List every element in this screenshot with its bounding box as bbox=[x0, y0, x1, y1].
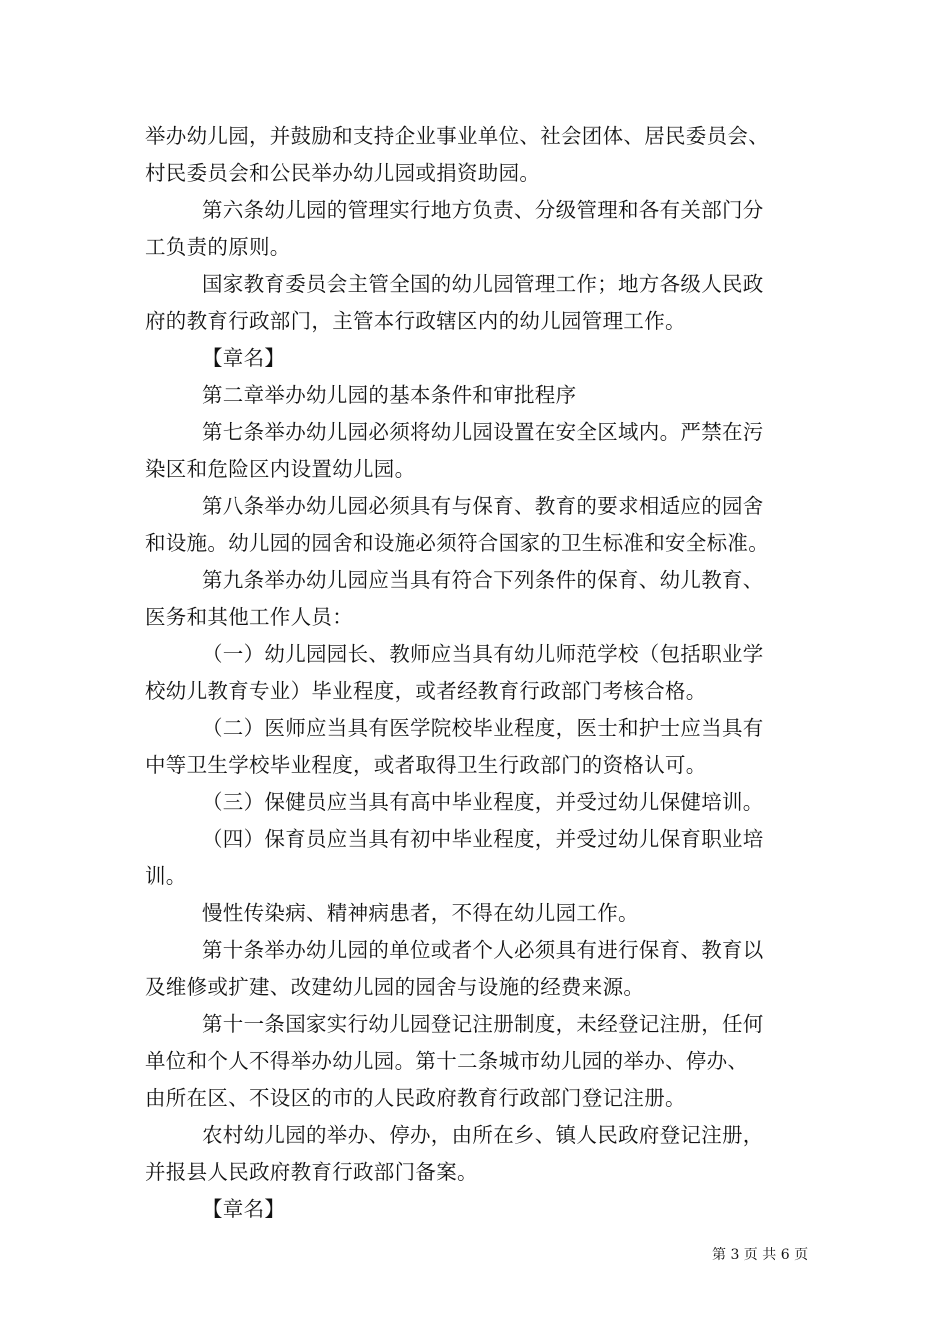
text-line: 【章名】 bbox=[202, 346, 286, 370]
text-line: 染区和危险区内设置幼儿园。 bbox=[145, 457, 416, 481]
text-line: 国家教育委员会主管全国的幼儿园管理工作；地方各级人民政 bbox=[202, 272, 764, 296]
page-number-footer: 第 3 页 共 6 页 bbox=[712, 1247, 809, 1263]
text-line: 第六条幼儿园的管理实行地方负责、分级管理和各有关部门分 bbox=[202, 198, 764, 222]
text-line: 医务和其他工作人员： bbox=[145, 605, 353, 629]
text-line: 农村幼儿园的举办、停办，由所在乡、镇人民政府登记注册， bbox=[202, 1123, 764, 1147]
text-line: 第二章举办幼儿园的基本条件和审批程序 bbox=[202, 383, 577, 407]
text-line: 及维修或扩建、改建幼儿园的园舍与设施的经费来源。 bbox=[145, 975, 645, 999]
text-line: 举办幼儿园，并鼓励和支持企业事业单位、社会团体、居民委员会、 bbox=[145, 124, 769, 148]
text-line: （四）保育员应当具有初中毕业程度，并受过幼儿保育职业培 bbox=[202, 827, 764, 851]
text-line: 由所在区、不设区的市的人民政府教育行政部门登记注册。 bbox=[145, 1086, 686, 1110]
text-line: （一）幼儿园园长、教师应当具有幼儿师范学校（包括职业学 bbox=[202, 642, 764, 666]
text-line: 村民委员会和公民举办幼儿园或捐资助园。 bbox=[145, 161, 541, 185]
text-line: 【章名】 bbox=[202, 1197, 286, 1221]
text-line: 第七条举办幼儿园必须将幼儿园设置在安全区域内。严禁在污 bbox=[202, 420, 764, 444]
text-line: 和设施。幼儿园的园舍和设施必须符合国家的卫生标准和安全标准。 bbox=[145, 531, 769, 555]
text-line: 第八条举办幼儿园必须具有与保育、教育的要求相适应的园舍 bbox=[202, 494, 764, 518]
text-line: 慢性传染病、精神病患者，不得在幼儿园工作。 bbox=[202, 901, 639, 925]
text-line: （三）保健员应当具有高中毕业程度，并受过幼儿保健培训。 bbox=[202, 790, 764, 814]
text-line: 府的教育行政部门，主管本行政辖区内的幼儿园管理工作。 bbox=[145, 309, 686, 333]
text-line: 中等卫生学校毕业程度，或者取得卫生行政部门的资格认可。 bbox=[145, 753, 707, 777]
text-line: 工负责的原则。 bbox=[145, 235, 291, 259]
text-line: 单位和个人不得举办幼儿园。第十二条城市幼儿园的举办、停办、 bbox=[145, 1049, 749, 1073]
text-line: 并报县人民政府教育行政部门备案。 bbox=[145, 1160, 478, 1184]
text-line: 第九条举办幼儿园应当具有符合下列条件的保育、幼儿教育、 bbox=[202, 568, 764, 592]
text-line: 校幼儿教育专业）毕业程度，或者经教育行政部门考核合格。 bbox=[145, 679, 707, 703]
text-line: 第十一条国家实行幼儿园登记注册制度，未经登记注册，任何 bbox=[202, 1012, 764, 1036]
text-line: （二）医师应当具有医学院校毕业程度，医士和护士应当具有 bbox=[202, 716, 764, 740]
text-line: 第十条举办幼儿园的单位或者个人必须具有进行保育、教育以 bbox=[202, 938, 764, 962]
document-body bbox=[145, 118, 825, 1228]
text-line: 训。 bbox=[145, 864, 187, 888]
